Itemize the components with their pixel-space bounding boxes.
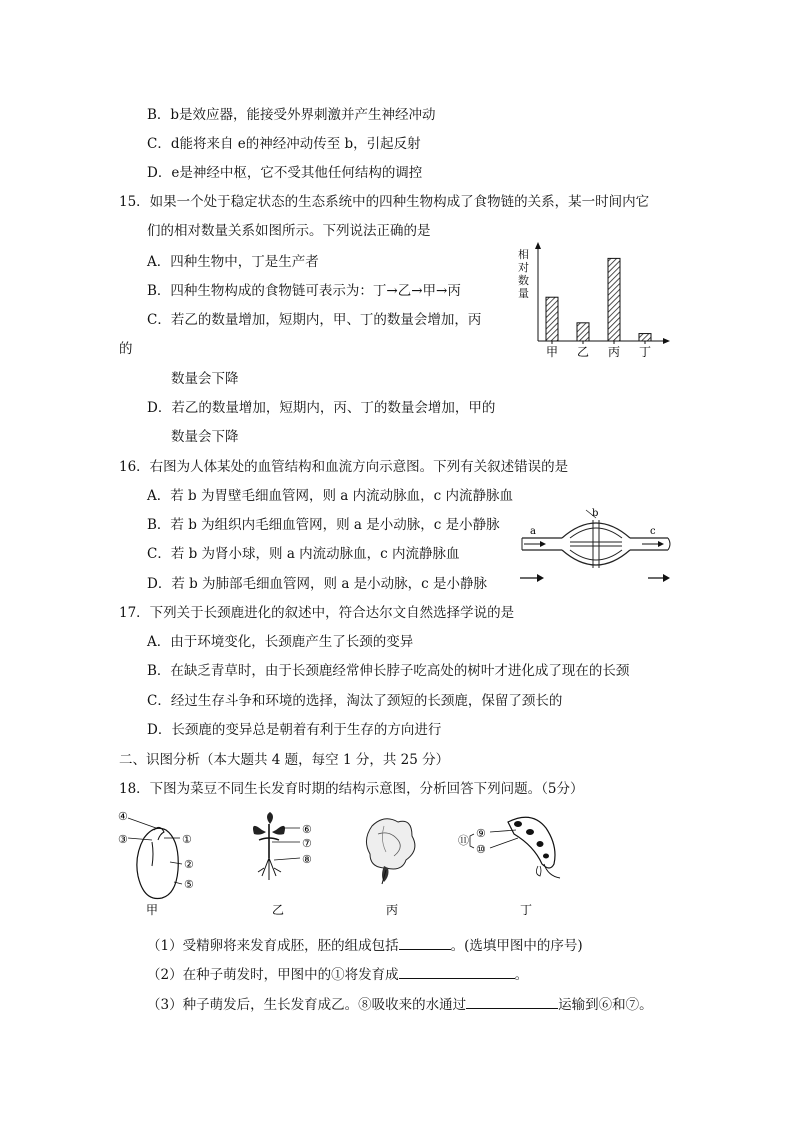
q18-sub2-blank[interactable] xyxy=(399,964,515,979)
pod-label-10: ⑩ xyxy=(476,843,486,856)
q18-sub1-text: （1）受精卵将来发育成胚，胚的组成包括 xyxy=(147,938,399,954)
q15-option-a: A．四种生物中，丁是生产者 xyxy=(147,254,319,270)
q16-option-c: C．若 b 为肾小球，则 a 内流动脉血，c 内流静脉血 xyxy=(147,546,460,562)
seedling-figure xyxy=(253,812,312,880)
vessel-label-a: a xyxy=(530,526,536,537)
q17-option-d: D．长颈鹿的变异总是朝着有利于生存的方向进行 xyxy=(147,722,442,738)
q18-sub1-blank[interactable] xyxy=(399,935,451,950)
plant-label-8: ⑧ xyxy=(302,853,312,866)
bar-丁 xyxy=(639,334,651,341)
q14-option-b: B．b是效应器，能接受外界刺激并产生神经冲动 xyxy=(147,107,436,123)
q14-option-d: D．e是神经中枢，它不受其他任何结构的调控 xyxy=(147,165,423,181)
q15-option-c-line2: 数量会下降 xyxy=(171,371,239,387)
pod-figure xyxy=(458,817,560,878)
pod-label-9: ⑨ xyxy=(476,827,486,840)
caption-jia: 甲 xyxy=(146,903,159,917)
q18-sub3-tail: 运输到⑥和⑦。 xyxy=(558,997,653,1013)
q15-stem-line2: 们的相对数量关系如图所示。下列说法正确的是 xyxy=(147,223,431,239)
q18-sub2-text: （2）在种子萌发时，甲图中的①将发育成 xyxy=(147,967,399,983)
plant-label-6: ⑥ xyxy=(302,823,312,836)
seed-label-2: ② xyxy=(184,858,194,871)
seed-figure xyxy=(118,810,194,899)
q16-option-b: B．若 b 为组织内毛细血管网，则 a 是小动脉，c 是小静脉 xyxy=(147,517,500,533)
q16-option-d: D．若 b 为肺部毛细血管网，则 a 是小动脉，c 是小静脉 xyxy=(147,576,488,592)
bar-chart-svg xyxy=(512,238,672,364)
seed-label-5: ⑤ xyxy=(184,878,194,891)
q18-sub3-text: （3）种子萌发后，生长发育成乙。⑧吸收来的水通过 xyxy=(147,997,467,1013)
pod-label-11: ⑪ xyxy=(458,834,469,847)
tick-label-丙: 丙 xyxy=(607,345,621,359)
q15-option-c-line1: C．若乙的数量增加，短期内，甲、丁的数量会增加，丙 xyxy=(147,312,482,328)
plant-label-7: ⑦ xyxy=(302,837,312,850)
q16-stem: 16．右图为人体某处的血管结构和血流方向示意图。下列有关叙述错误的是 xyxy=(119,459,569,475)
q15-stem-line1: 15．如果一个处于稳定状态的生态系统中的四种生物构成了食物链的关系，某一时间内它 xyxy=(119,194,650,210)
vessel-label-c: c xyxy=(650,526,656,537)
caption-bing: 丙 xyxy=(386,903,399,917)
food-chain-chart xyxy=(512,238,672,364)
q15-option-d-line1: D．若乙的数量增加，短期内，丙、丁的数量会增加，甲的 xyxy=(147,400,496,416)
bean-development-figures xyxy=(114,806,694,922)
q18-sub3 xyxy=(147,994,653,1014)
q17-option-a: A．由于环境变化，长颈鹿产生了长颈的变异 xyxy=(147,634,414,650)
q15-option-c-wrap: 的 xyxy=(119,341,133,357)
caption-ding: 丁 xyxy=(520,903,533,917)
vessel-label-b: b xyxy=(592,508,599,519)
q15-option-d-line2: 数量会下降 xyxy=(171,429,239,445)
tick-label-乙: 乙 xyxy=(576,345,590,359)
bar-乙 xyxy=(577,323,589,341)
seed-label-3: ③ xyxy=(118,833,128,846)
seed-label-4: ④ xyxy=(118,810,128,823)
q18-sub2 xyxy=(147,964,528,984)
q14-option-c: C．d能将来自 e的神经冲动传至 b，引起反射 xyxy=(147,136,421,152)
seed-label-1: ① xyxy=(182,833,192,846)
bar-丙 xyxy=(608,258,620,341)
q18-sub3-blank[interactable] xyxy=(466,994,558,1009)
q18-stem: 18．下图为菜豆不同生长发育时期的结构示意图，分析回答下列问题。（5分） xyxy=(119,781,584,797)
q18-sub1-tail: 。(选填甲图中的序号) xyxy=(450,938,583,954)
q17-stem: 17．下列关于长颈鹿进化的叙述中，符合达尔文自然选择学说的是 xyxy=(119,605,515,621)
q17-option-c: C．经过生存斗争和环境的选择，淘汰了颈短的长颈鹿，保留了颈长的 xyxy=(147,693,563,709)
q18-sub2-tail: 。 xyxy=(514,967,529,983)
y-axis-label: 相对数量 xyxy=(518,248,529,300)
tick-label-丁: 丁 xyxy=(638,345,652,359)
tick-label-甲: 甲 xyxy=(545,345,559,359)
q15-option-b: B．四种生物构成的食物链可表示为：丁→乙→甲→丙 xyxy=(147,283,461,299)
q17-option-b: B．在缺乏青草时，由于长颈鹿经常伸长脖子吃高处的树叶才进化成了现在的长颈 xyxy=(147,663,630,679)
caption-yi: 乙 xyxy=(272,903,285,917)
flower-figure xyxy=(366,819,414,884)
x-axis-arrow xyxy=(663,338,670,344)
section-2-title: 二、识图分析（本大题共 4 题，每空 1 分，共 25 分） xyxy=(119,752,450,768)
q18-sub1 xyxy=(147,935,583,955)
bar-甲 xyxy=(546,297,558,341)
q16-option-a: A．若 b 为胃壁毛细血管网，则 a 内流动脉血，c 内流静脉血 xyxy=(147,488,513,504)
y-axis-arrow xyxy=(535,242,541,249)
blood-vessel-diagram xyxy=(516,504,676,588)
